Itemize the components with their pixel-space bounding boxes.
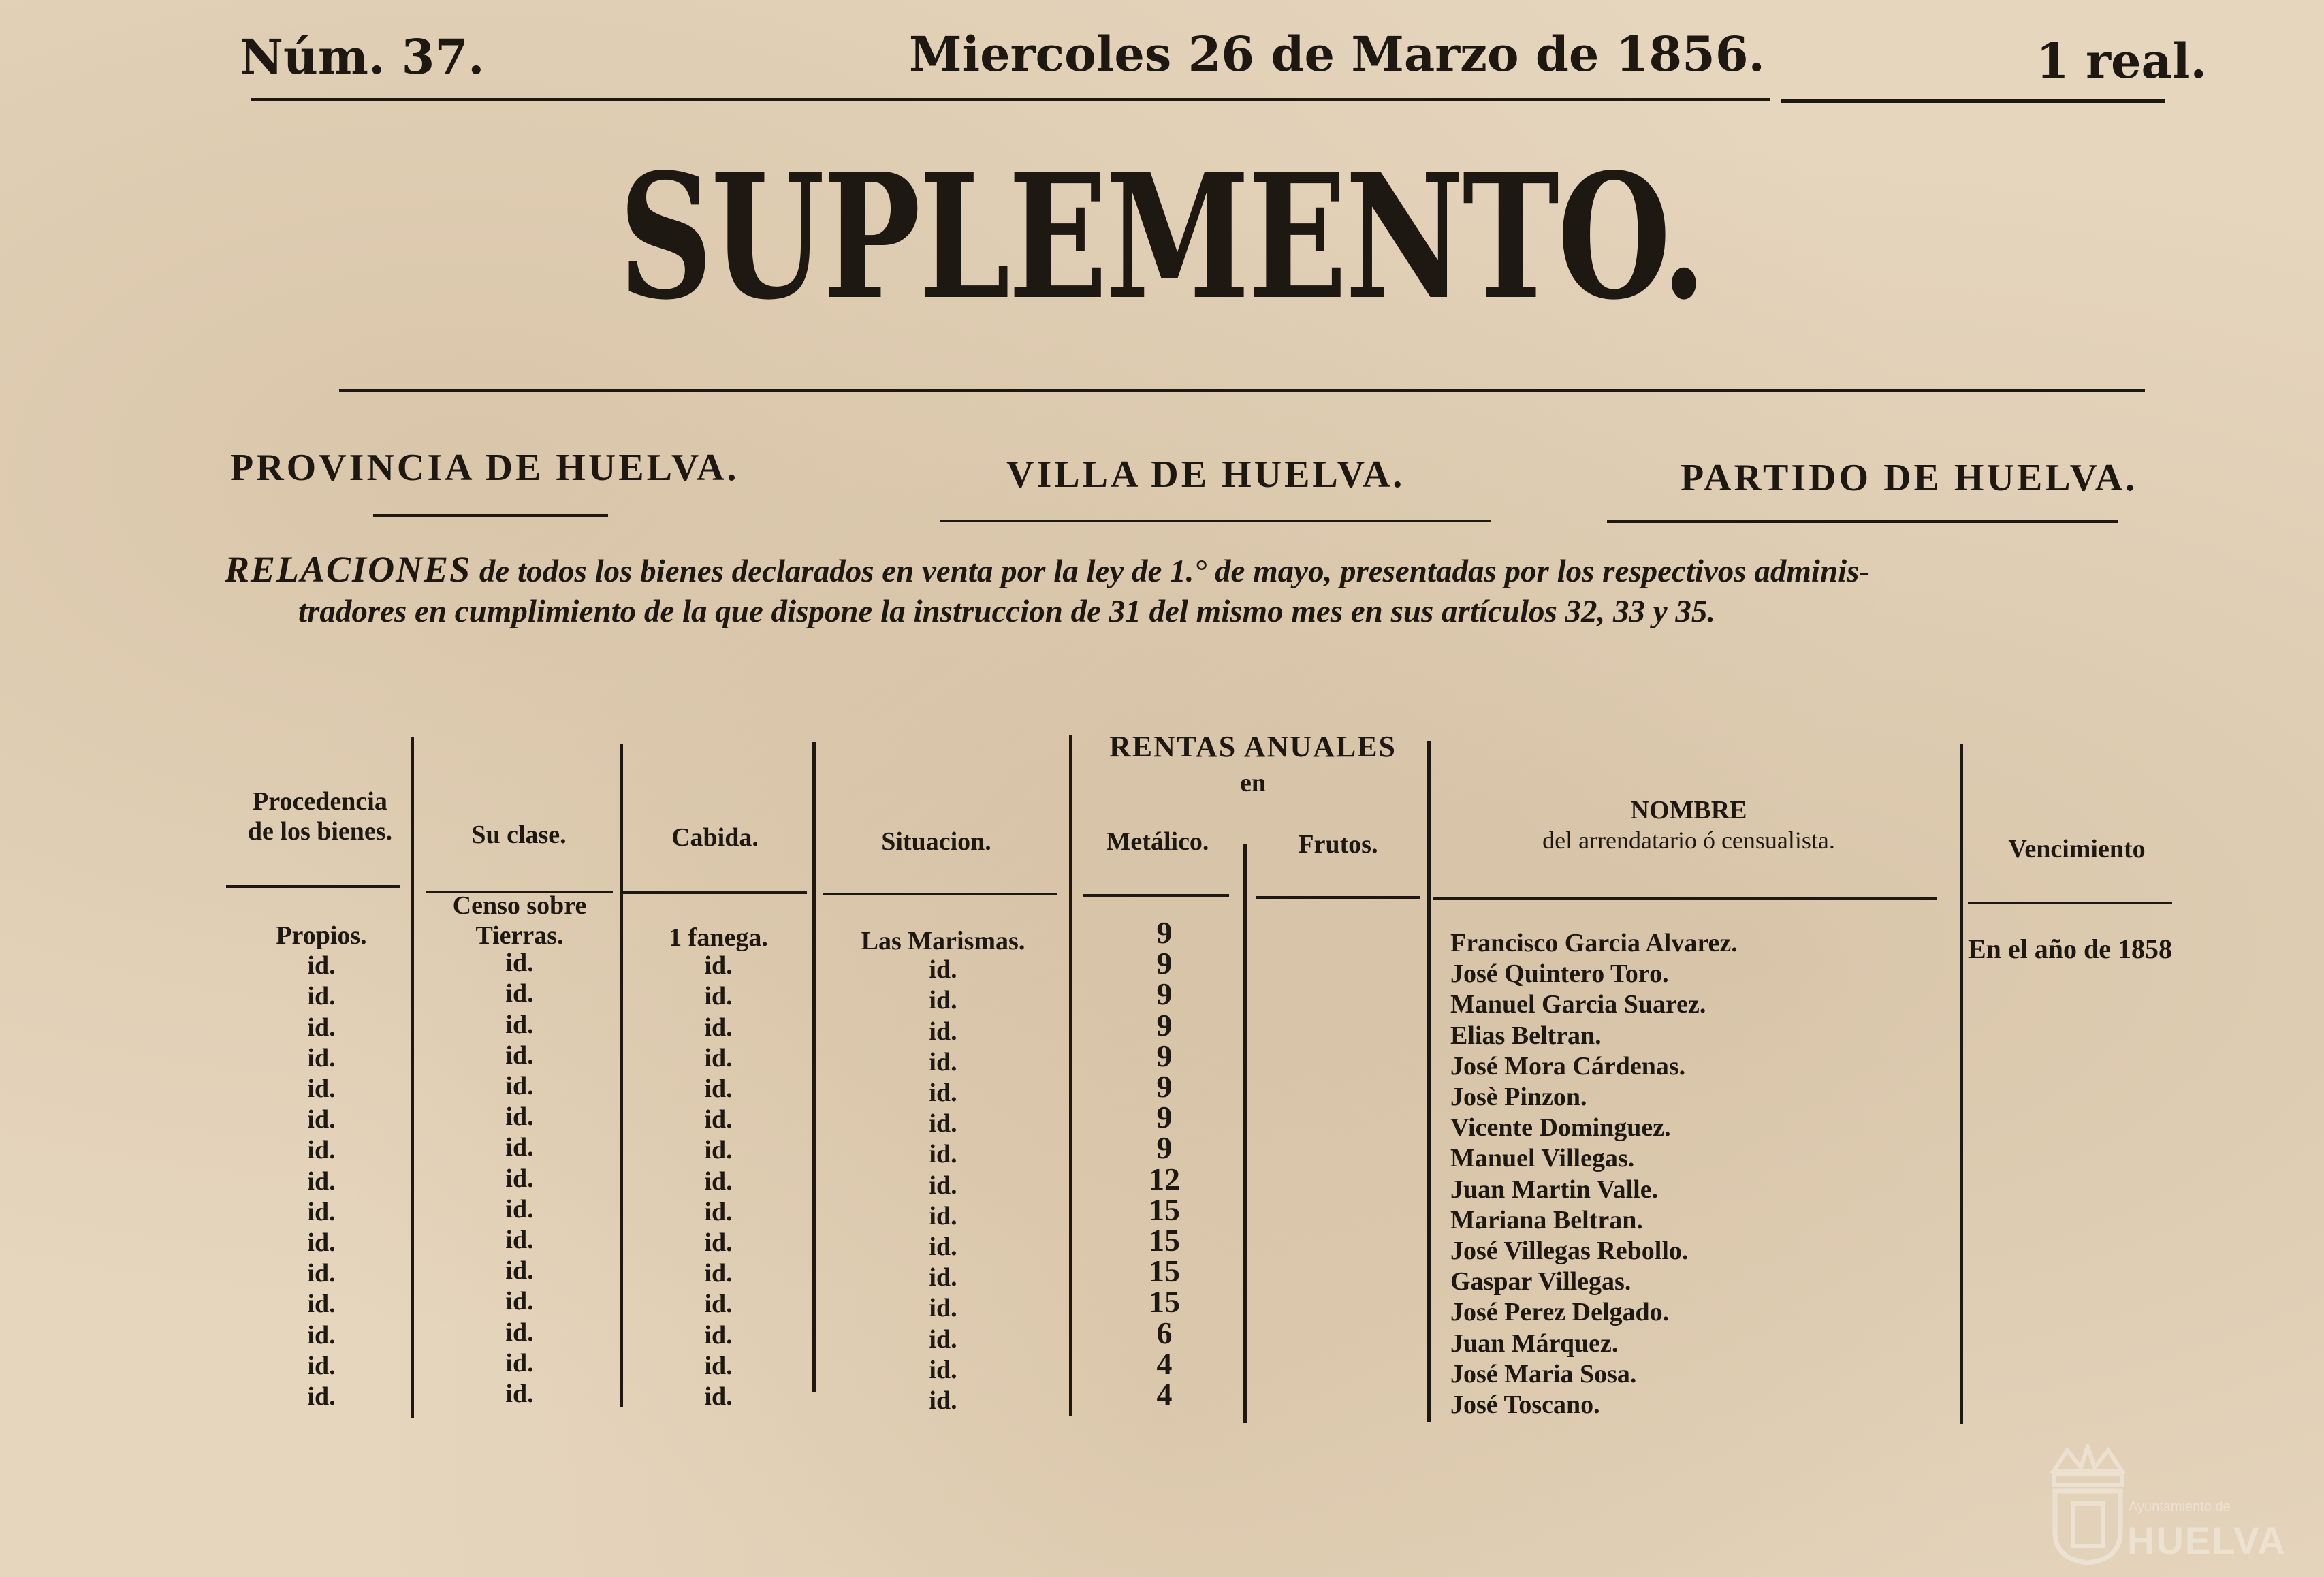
- clase-first-line2: Tierras.: [475, 921, 564, 950]
- title-rule: [339, 389, 2145, 392]
- region-rule-3: [1607, 520, 2118, 523]
- metalico-cell: 9: [1156, 1130, 1173, 1166]
- cabida-cell: id.: [704, 1259, 733, 1288]
- region-rule-2: [940, 520, 1491, 522]
- cabida-cell: id.: [704, 1290, 733, 1319]
- procedencia-cell: id.: [307, 1136, 336, 1165]
- clase-cell: id.: [505, 1010, 534, 1039]
- situacion-cell: id.: [929, 1324, 957, 1354]
- situacion-first: Las Marismas.: [861, 927, 1025, 955]
- nombre-cell: Gaspar Villegas.: [1450, 1267, 1631, 1296]
- metalico-cell: 9: [1156, 946, 1173, 981]
- watermark-logo: [2040, 1444, 2287, 1566]
- clase-cell: id.: [505, 1072, 534, 1100]
- cabida-cell: id.: [704, 1351, 733, 1380]
- situacion-cell: id.: [929, 1170, 957, 1200]
- clase-cell: id.: [505, 1348, 534, 1377]
- vencimiento-first: En el año de 1858: [1967, 934, 2173, 964]
- procedencia-cell: id.: [307, 1290, 336, 1319]
- nombre-cell: José Villegas Rebollo.: [1450, 1237, 1689, 1265]
- region-rule-1: [373, 514, 608, 517]
- metalico-cell: 9: [1156, 915, 1173, 950]
- header-situacion: Situacion.: [881, 827, 991, 856]
- clase-cell: id.: [505, 979, 534, 1008]
- watermark-line1: Ayuntamiento de: [2129, 1499, 2231, 1514]
- nombre-cell: Vicente Dominguez.: [1450, 1113, 1671, 1143]
- metalico-cell: 6: [1156, 1315, 1173, 1350]
- metalico-cell: 15: [1149, 1223, 1180, 1258]
- metalico-cell: 12: [1149, 1161, 1180, 1196]
- clase-cell: id.: [505, 1287, 534, 1316]
- clase-cell: id.: [505, 1318, 534, 1347]
- header-metalico: Metálico.: [1106, 827, 1209, 856]
- clase-cell: id.: [505, 1040, 534, 1070]
- cabida-cell: id.: [704, 1382, 733, 1411]
- header-procedencia-line2: de los bienes.: [247, 817, 393, 846]
- clase-cell: id.: [505, 1102, 534, 1132]
- region-partido: PARTIDO DE HUELVA.: [1681, 457, 2138, 499]
- cabida-cell: id.: [704, 982, 733, 1011]
- cabida-cell: id.: [704, 1197, 733, 1226]
- procedencia-cell: id.: [307, 982, 336, 1011]
- situacion-cell: id.: [929, 1017, 957, 1046]
- header-rule-1: [226, 885, 400, 888]
- clase-cell: id.: [505, 1380, 534, 1408]
- nombre-cell: Juan Márquez.: [1450, 1328, 1619, 1358]
- situacion-cell: id.: [929, 955, 957, 985]
- metalico-cell: 15: [1149, 1284, 1180, 1320]
- clase-cell: id.: [505, 1226, 534, 1254]
- metalico-cell: 9: [1156, 1100, 1173, 1135]
- clase-cell: id.: [505, 1164, 534, 1193]
- situacion-cell: id.: [929, 1079, 957, 1107]
- metalico-cell: 4: [1156, 1345, 1173, 1381]
- masthead-rule-left: [251, 98, 1770, 101]
- cabida-first: 1 fanega.: [669, 923, 768, 952]
- procedencia-cell: id.: [307, 1382, 336, 1411]
- procedencia-cell: id.: [307, 1259, 336, 1288]
- header-nombre-line2: del arrendatario ó censualista.: [1542, 827, 1835, 854]
- nombre-cell: Juan Martin Valle.: [1450, 1175, 1659, 1204]
- nombre-cell: José Perez Delgado.: [1450, 1298, 1670, 1327]
- nombre-cell: Francisco Garcia Alvarez.: [1450, 929, 1738, 957]
- region-provincia: PROVINCIA DE HUELVA.: [230, 447, 739, 489]
- procedencia-cell: id.: [307, 1043, 336, 1072]
- metalico-cell: 15: [1149, 1254, 1180, 1289]
- header-rule-5: [1083, 894, 1229, 897]
- intro-lead: RELACIONES: [225, 549, 472, 590]
- page-title: SUPLEMENTO.: [618, 136, 1705, 338]
- column-line-6: [1427, 741, 1431, 1422]
- situacion-cell: id.: [929, 1201, 957, 1230]
- cabida-cell: id.: [704, 951, 733, 981]
- header-rule-8: [1968, 902, 2172, 904]
- situacion-cell: id.: [929, 986, 957, 1015]
- column-line-4: [1069, 735, 1072, 1416]
- procedencia-first: Propios.: [276, 921, 367, 950]
- procedencia-cell: id.: [307, 1197, 336, 1226]
- clase-cell: id.: [505, 1256, 534, 1286]
- header-vencimiento: Vencimiento: [2008, 835, 2146, 863]
- clase-first-line1: Censo sobre: [452, 891, 587, 920]
- region-villa: VILLA DE HUELVA.: [1006, 453, 1405, 496]
- metalico-cell: 15: [1149, 1192, 1180, 1227]
- situacion-cell: id.: [929, 1263, 957, 1292]
- cabida-cell: id.: [704, 1013, 733, 1042]
- cabida-cell: id.: [704, 1228, 733, 1257]
- cabida-cell: id.: [704, 1320, 733, 1350]
- situacion-cell: id.: [929, 1355, 957, 1384]
- metalico-cell: 4: [1156, 1377, 1173, 1412]
- procedencia-cell: id.: [307, 1228, 336, 1257]
- cabida-cell: id.: [704, 1166, 733, 1196]
- header-procedencia: [225, 786, 415, 846]
- procedencia-cell: id.: [307, 1013, 336, 1042]
- metalico-cell: 9: [1156, 1007, 1173, 1042]
- issue-date: Miercoles 26 de Marzo de 1856.: [909, 26, 1765, 82]
- header-procedencia-line1: Procedencia: [253, 787, 387, 816]
- cabida-cell: id.: [704, 1043, 733, 1072]
- header-frutos: Frutos.: [1298, 830, 1378, 859]
- header-nombre-line1: NOMBRE: [1630, 796, 1747, 825]
- nombre-cell: Mariana Beltran.: [1450, 1205, 1643, 1234]
- header-rule-3: [623, 891, 807, 894]
- cabida-cell: id.: [704, 1105, 733, 1134]
- nombre-cell: Elias Beltran.: [1450, 1021, 1602, 1050]
- nombre-cell: Manuel Villegas.: [1450, 1144, 1635, 1173]
- intro-line-2: tradores en cumplimiento de la que dispone la instruccion de 31 del mismo mes en sus artículos 32, 33 y 35.: [298, 594, 1716, 629]
- header-rule-6: [1256, 896, 1420, 899]
- procedencia-cell: id.: [307, 1166, 336, 1196]
- header-rentas-en: en: [1240, 769, 1266, 797]
- situacion-cell: id.: [929, 1232, 957, 1261]
- nombre-cell: Manuel Garcia Suarez.: [1450, 990, 1706, 1019]
- crown-shield-icon: [2040, 1444, 2135, 1566]
- issue-price: 1 real.: [2036, 33, 2207, 89]
- watermark-line2: HUELVA: [2127, 1519, 2287, 1562]
- situacion-cell: id.: [929, 1140, 957, 1169]
- clase-cell: id.: [505, 1133, 534, 1162]
- nombre-cell: José Mora Cárdenas.: [1450, 1051, 1686, 1081]
- cabida-cell: id.: [704, 1074, 733, 1103]
- nombre-cell: José Maria Sosa.: [1450, 1359, 1637, 1388]
- procedencia-cell: id.: [307, 1074, 336, 1103]
- header-rule-4: [823, 893, 1057, 895]
- situacion-cell: id.: [929, 1386, 957, 1415]
- metalico-cell: 9: [1156, 1038, 1173, 1073]
- procedencia-cell: id.: [307, 951, 336, 981]
- header-rentas: RENTAS ANUALES: [1109, 730, 1397, 763]
- intro-text-1: de todos los bienes declarados en venta por la ley de 1.° de mayo, presentadas por los respectivos adminis-: [479, 554, 1871, 589]
- procedencia-cell: id.: [307, 1351, 336, 1380]
- header-rule-7: [1433, 897, 1937, 900]
- column-line-7: [1960, 744, 1963, 1424]
- clase-cell: id.: [505, 949, 534, 978]
- masthead-rule-right: [1781, 99, 2165, 103]
- procedencia-cell: id.: [307, 1320, 336, 1350]
- intro-line-1: [225, 549, 1871, 590]
- metalico-cell: 9: [1156, 1069, 1173, 1104]
- header-clase: Su clase.: [471, 821, 567, 849]
- header-nombre: [1444, 795, 1934, 855]
- clase-cell: id.: [505, 1194, 534, 1224]
- cabida-cell: id.: [704, 1136, 733, 1165]
- situacion-cell: id.: [929, 1047, 957, 1077]
- title-wrap: [413, 136, 1911, 338]
- situacion-cell: id.: [929, 1294, 957, 1323]
- procedencia-cell: id.: [307, 1105, 336, 1134]
- nombre-cell: Josè Pinzon.: [1450, 1083, 1587, 1111]
- header-cabida: Cabida.: [671, 823, 759, 852]
- nombre-cell: José Toscano.: [1450, 1390, 1600, 1419]
- nombre-cell: José Quintero Toro.: [1450, 959, 1669, 989]
- issue-number: Núm. 37.: [240, 29, 485, 85]
- situacion-cell: id.: [929, 1109, 957, 1138]
- metalico-cell: 9: [1156, 976, 1173, 1012]
